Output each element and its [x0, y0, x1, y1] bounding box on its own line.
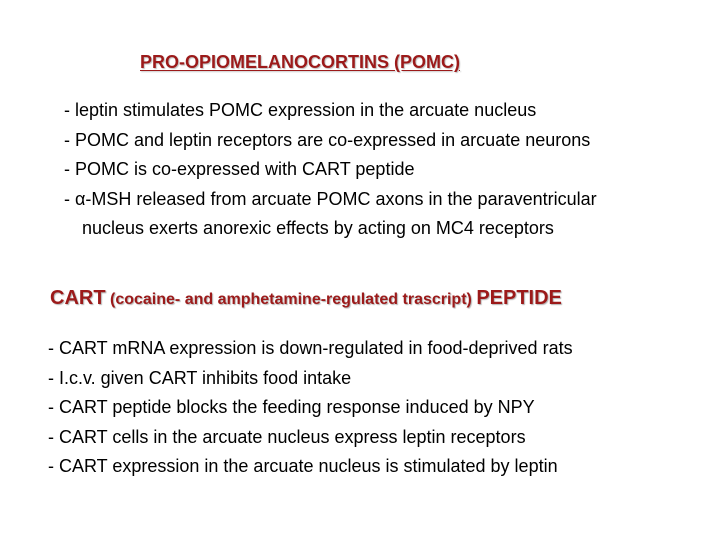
cart-heading-main: CART	[50, 287, 106, 309]
pomc-heading: PRO-OPIOMELANOCORTINS (POMC)	[140, 52, 460, 72]
list-item: - POMC and leptin receptors are co-expressed in arcuate neurons	[64, 129, 591, 150]
list-item: - CART peptide blocks the feeding response induced by NPY	[48, 397, 535, 417]
list-item: - I.c.v. given CART inhibits food intake	[48, 367, 352, 388]
list-item: - CART cells in the arcuate nucleus express leptin receptors	[48, 426, 526, 447]
list-item: - CART mRNA expression is down-regulated in food-deprived rats	[48, 338, 573, 358]
cart-heading	[50, 287, 562, 310]
list-item: - α-MSH released from arcuate POMC axons in the paraventricular	[64, 188, 597, 209]
list-item: - leptin stimulates POMC expression in the arcuate nucleus	[64, 100, 537, 120]
list-item-continuation: nucleus exerts anorexic effects by acting on MC4 receptors	[82, 218, 554, 238]
cart-list	[48, 334, 573, 482]
list-item: - CART expression in the arcuate nucleus is stimulated by leptin	[48, 456, 558, 476]
cart-heading-end: PEPTIDE	[476, 287, 562, 309]
cart-heading-subtitle: (cocaine- and amphetamine-regulated trascript)	[110, 291, 472, 308]
pomc-list	[64, 96, 597, 244]
list-item: - POMC is co-expressed with CART peptide	[64, 159, 415, 179]
